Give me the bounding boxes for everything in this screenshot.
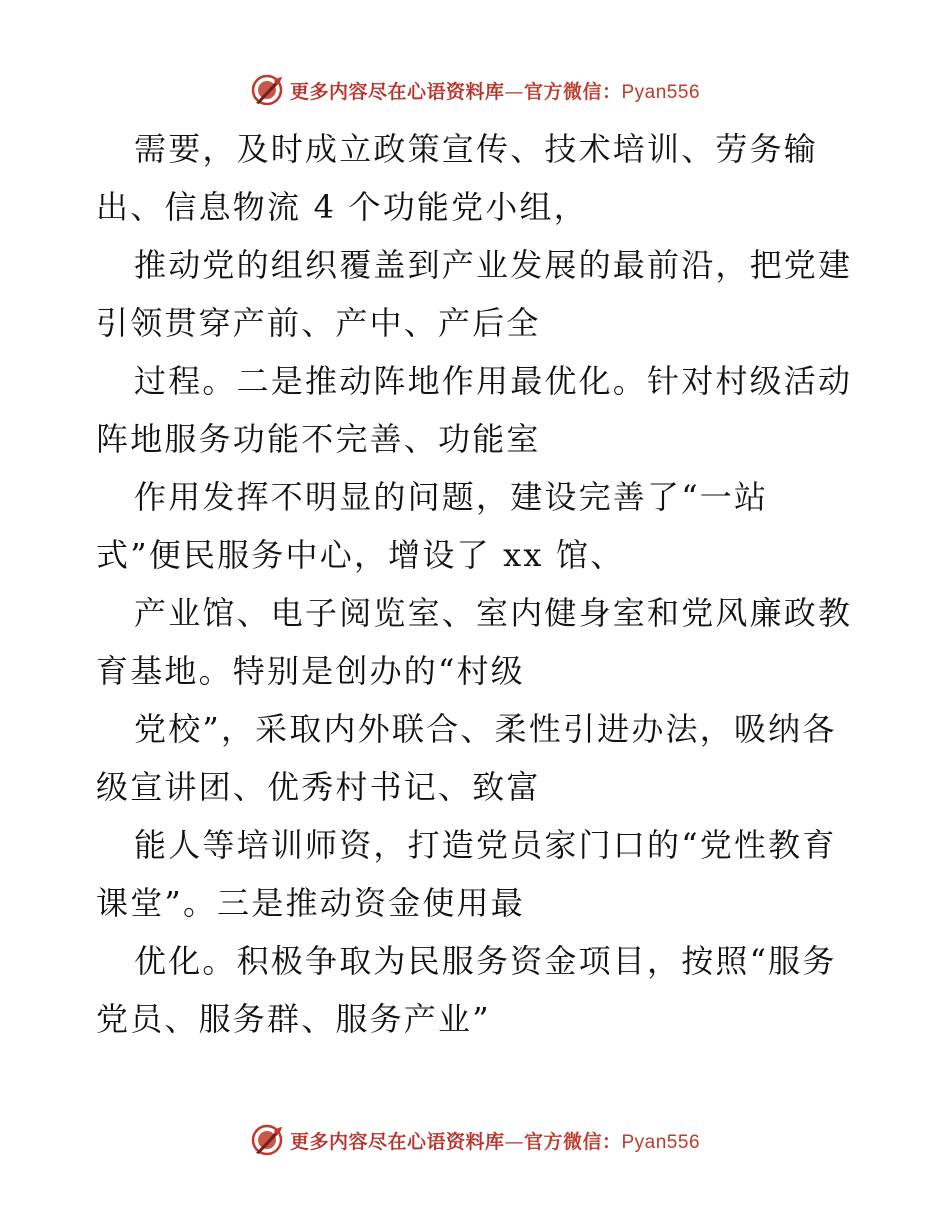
footer-brand: 更多内容尽在心语资料库 [289, 1130, 505, 1153]
paragraph-line: 出、信息物流 4 个功能党小组， [96, 188, 588, 226]
paragraph-line: 级宣讲团、优秀村书记、致富 [96, 768, 541, 806]
paragraph [96, 352, 866, 468]
paragraph-line: 能人等培训师资，打造党员家门口的“党性教育 [134, 826, 837, 864]
header-separator: — [504, 80, 524, 103]
paragraph-line: 阵地服务功能不完善、功能室 [96, 420, 541, 458]
header-brand: 更多内容尽在心语资料库 [289, 80, 505, 103]
paragraph-line: 党校”，采取内外联合、柔性引进办法，吸纳各 [134, 710, 837, 748]
paragraph-line: 党员、服务群、服务产业” [96, 1000, 491, 1038]
paragraph [96, 700, 866, 816]
footer-account: Pyan556 [621, 1131, 701, 1153]
paragraph [96, 932, 866, 1048]
footer-banner [0, 1120, 950, 1160]
paragraph [96, 584, 866, 700]
header-account: Pyan556 [621, 81, 701, 103]
paragraph [96, 236, 866, 352]
paragraph [96, 468, 866, 584]
header-text [290, 77, 700, 104]
header-label: 官方微信： [523, 80, 622, 103]
paragraph-line: 产业馆、电子阅览室、室内健身室和党风廉政教 [134, 594, 853, 632]
paragraph-line: 育基地。特别是创办的“村级 [96, 652, 525, 690]
document-body [96, 120, 866, 1048]
paragraph-line: 作用发挥不明显的问题，建设完善了“一站 [134, 478, 769, 516]
quill-logo-icon [250, 1123, 284, 1157]
paragraph [96, 816, 866, 932]
paragraph-line: 推动党的组织覆盖到产业发展的最前沿，把党建 [134, 246, 853, 284]
paragraph-line: 课堂”。三是推动资金使用最 [96, 884, 525, 922]
paragraph-line: 引领贯穿产前、产中、产后全 [96, 304, 541, 342]
footer-text [290, 1127, 700, 1154]
quill-logo-icon [250, 73, 284, 107]
footer-label: 官方微信： [523, 1130, 622, 1153]
paragraph [96, 120, 866, 236]
paragraph-line: 过程。二是推动阵地作用最优化。针对村级活动 [134, 362, 853, 400]
paragraph-line: 式”便民服务中心，增设了 xx 馆、 [96, 536, 625, 574]
paragraph-line: 优化。积极争取为民服务资金项目，按照“服务 [134, 942, 837, 980]
header-banner [0, 70, 950, 110]
paragraph-line: 需要，及时成立政策宣传、技术培训、劳务输 [134, 130, 819, 168]
footer-separator: — [504, 1130, 524, 1153]
